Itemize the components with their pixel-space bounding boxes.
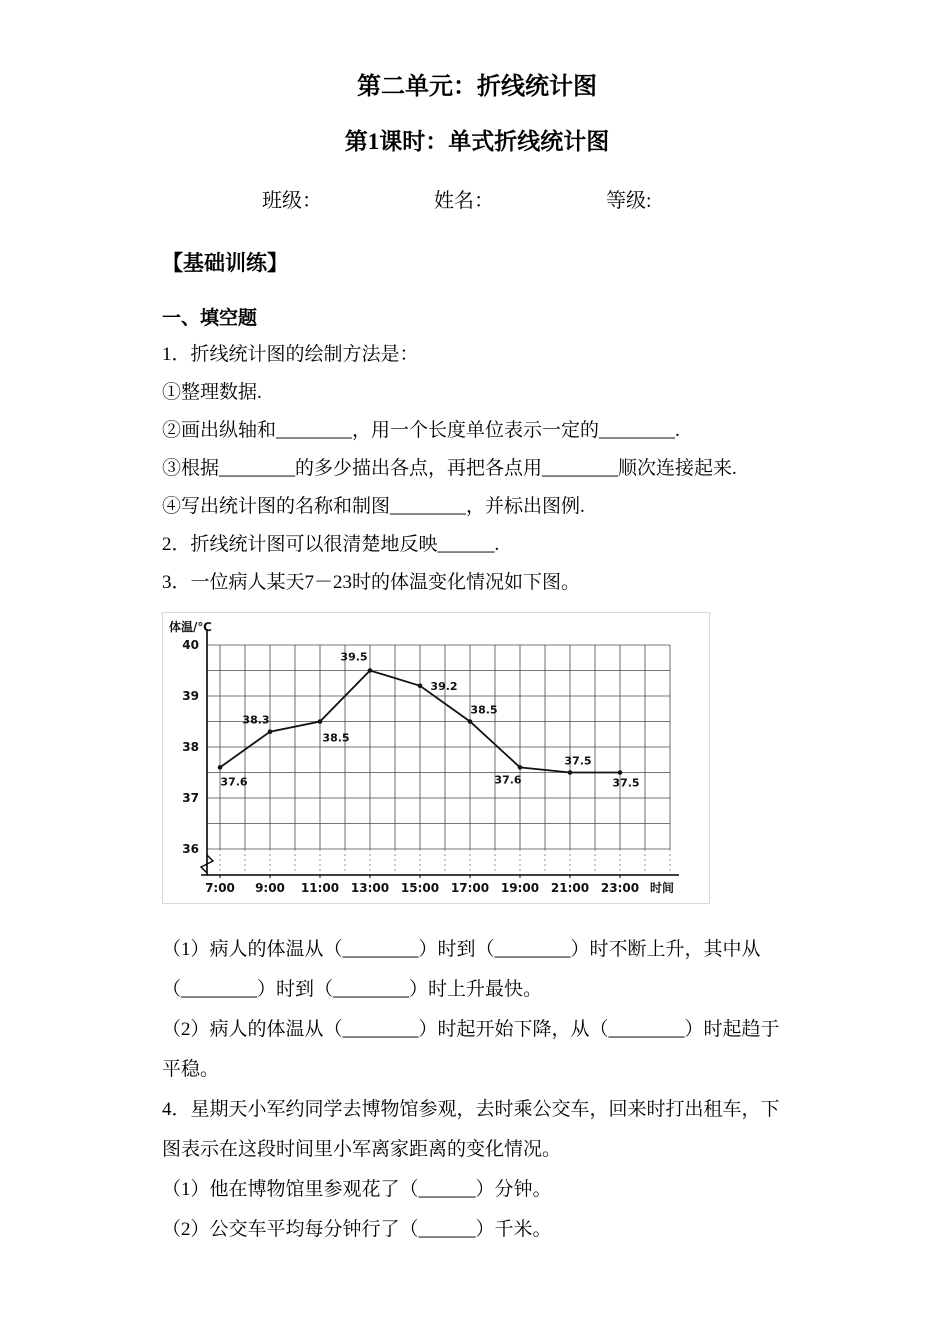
class-label: 班级： bbox=[262, 190, 322, 212]
data-point-label: 37.5 bbox=[612, 776, 640, 790]
x-tick-label: 19:00 bbox=[500, 881, 540, 895]
data-point bbox=[518, 765, 523, 770]
lesson-title: 第1课时：单式折线统计图 bbox=[344, 129, 610, 154]
data-point-label: 39.5 bbox=[340, 650, 368, 664]
text-line: ④写出统计图的名称和制图________，并标出图例. bbox=[162, 496, 585, 517]
section-basic-training: 【基础训练】 bbox=[162, 251, 288, 275]
text-line: 1．折线统计图的绘制方法是： bbox=[162, 344, 419, 365]
y-tick-label: 40 bbox=[182, 638, 199, 652]
text-line: 2．折线统计图可以很清楚地反映______. bbox=[162, 534, 500, 555]
data-point-label: 38.5 bbox=[322, 731, 350, 745]
x-tick-label: 7:00 bbox=[205, 881, 235, 895]
x-tick-label: 21:00 bbox=[550, 881, 590, 895]
data-point bbox=[368, 668, 373, 673]
text-line: （2）病人的体温从（________）时起开始下降，从（________）时起趋于 bbox=[162, 1019, 780, 1040]
name-label: 姓名： bbox=[434, 190, 494, 212]
question-text-block bbox=[162, 336, 792, 602]
text-line: 平稳。 bbox=[162, 1059, 220, 1080]
temperature-chart-figure bbox=[162, 612, 710, 904]
text-line: ①整理数据. bbox=[162, 382, 262, 403]
data-point-label: 37.5 bbox=[564, 754, 592, 768]
x-tick-label: 15:00 bbox=[400, 881, 440, 895]
text-line: （1）病人的体温从（________）时到（________）时不断上升，其中从 bbox=[162, 939, 761, 960]
text-line: （2）公交车平均每分钟行了（______）千米。 bbox=[162, 1219, 552, 1240]
data-point bbox=[468, 719, 473, 724]
x-tick-label: 11:00 bbox=[300, 881, 340, 895]
y-tick-label: 37 bbox=[182, 791, 199, 805]
data-point-label: 37.6 bbox=[494, 773, 522, 787]
student-info-row bbox=[262, 184, 792, 213]
y-tick-label: 38 bbox=[182, 740, 199, 754]
data-point-label: 38.5 bbox=[470, 703, 498, 717]
part-fill-in-blanks: 一、填空题 bbox=[162, 308, 258, 329]
data-point bbox=[618, 770, 623, 775]
data-point bbox=[418, 684, 423, 689]
data-point-label: 37.6 bbox=[220, 775, 248, 789]
x-axis-title: 时间 bbox=[649, 881, 675, 895]
temperature-line-chart bbox=[165, 617, 703, 899]
x-tick-label: 17:00 bbox=[450, 881, 490, 895]
data-point-label: 38.3 bbox=[242, 713, 270, 727]
x-tick-label: 13:00 bbox=[350, 881, 390, 895]
data-point bbox=[568, 770, 573, 775]
text-line: 图表示在这段时间里小军离家距离的变化情况。 bbox=[162, 1139, 562, 1160]
y-axis-title: 体温/℃ bbox=[169, 620, 212, 634]
data-point bbox=[318, 719, 323, 724]
text-line: （________）时到（________）时上升最快。 bbox=[162, 979, 543, 1000]
data-point bbox=[218, 765, 223, 770]
question-text-block-2 bbox=[162, 930, 792, 1250]
unit-title: 第二单元：折线统计图 bbox=[357, 74, 597, 100]
x-tick-label: 9:00 bbox=[255, 881, 285, 895]
data-point-label: 39.2 bbox=[430, 679, 458, 693]
text-line: 4．星期天小军约同学去博物馆参观，去时乘公交车，回来时打出租车，下 bbox=[162, 1099, 780, 1120]
text-line: 3．一位病人某天7－23时的体温变化情况如下图。 bbox=[162, 572, 581, 593]
y-tick-label: 39 bbox=[182, 689, 199, 703]
y-tick-label: 36 bbox=[182, 842, 199, 856]
x-tick-label: 23:00 bbox=[600, 881, 640, 895]
text-line: （1）他在博物馆里参观花了（______）分钟。 bbox=[162, 1179, 552, 1200]
text-line: ②画出纵轴和________，用一个长度单位表示一定的________. bbox=[162, 420, 680, 441]
data-point bbox=[268, 729, 273, 734]
text-line: ③根据________的多少描出各点，再把各点用________顺次连接起来. bbox=[162, 458, 737, 479]
grade-label: 等级: bbox=[606, 190, 652, 212]
